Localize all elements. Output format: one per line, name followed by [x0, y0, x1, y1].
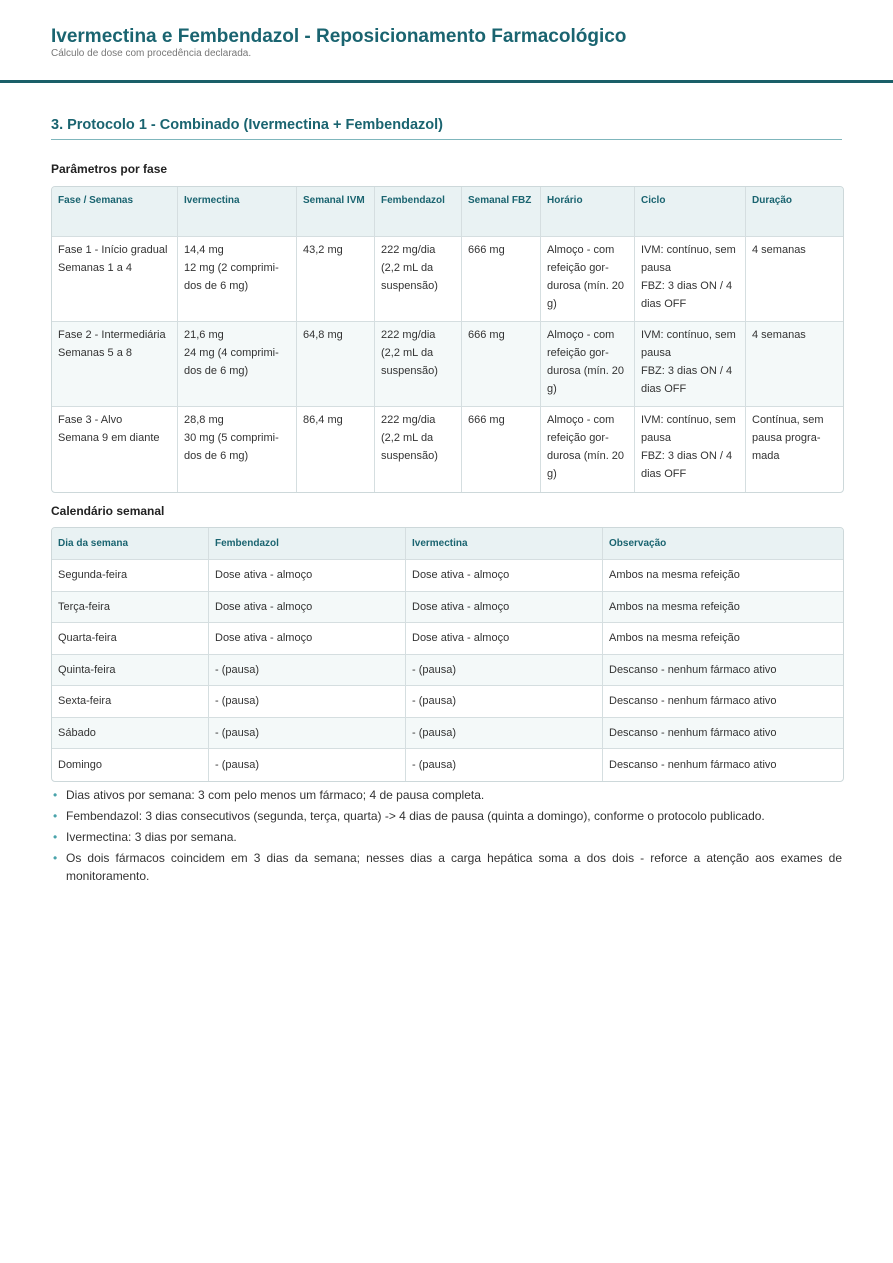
list-item: [51, 807, 842, 825]
cell-ivermectina: - (pausa): [406, 749, 603, 781]
cell-line: Almoço - com: [547, 244, 615, 256]
page-header: [0, 0, 893, 83]
cell-ivermectina: [178, 322, 297, 407]
cell-fembendazol: [375, 322, 462, 407]
cell-semanal-ivm: 86,4 mg: [297, 407, 375, 492]
cell-line: pausa: [641, 347, 671, 359]
table-header-row: [52, 187, 843, 237]
table-row: [52, 592, 843, 624]
page-subtitle: Cálculo de dose com procedência declarada.: [51, 48, 252, 59]
cell-line: (2,2 mL da: [381, 262, 434, 274]
cell-line: pausa: [641, 432, 671, 444]
cell-line: dos de 6 mg): [184, 450, 249, 462]
cell-line: pausa progra-: [752, 432, 821, 444]
cell-fembendazol: - (pausa): [209, 686, 406, 718]
cell-line: (2,2 mL da: [381, 347, 434, 359]
cell-line: 30 mg (5 comprimi-: [184, 432, 279, 444]
cell-line: suspensão): [381, 280, 438, 292]
calendar-heading: Calendário semanal: [51, 504, 165, 518]
cell-line: Fase 1 - Início gradual: [58, 244, 168, 256]
note-text: Fembendazol: 3 dias consecutivos (segunda, terça, quarta) -> 4 dias de pausa (quinta a domingo), conforme o protocolo publicado.: [66, 809, 765, 823]
cell-line: durosa (mín. 20: [547, 365, 625, 377]
cell-ivermectina: [178, 407, 297, 492]
table-row: [52, 718, 843, 750]
cell-day: Quinta-feira: [52, 655, 209, 687]
column-header: Ivermectina: [406, 528, 603, 560]
cell-line: Almoço - com: [547, 329, 615, 341]
cell-ivermectina: - (pausa): [406, 655, 603, 687]
cell-line: dos de 6 mg): [184, 280, 249, 292]
cell-line: Fase 3 - Alvo: [58, 414, 123, 426]
table-row: [52, 560, 843, 592]
cell-ciclo: [635, 237, 746, 322]
table-row: [52, 322, 843, 407]
column-header: Ivermectina: [178, 187, 297, 237]
cell-line: 222 mg/dia: [381, 244, 436, 256]
list-item: [51, 786, 842, 804]
note-text: Dias ativos por semana: 3 com pelo menos um fármaco; 4 de pausa completa.: [66, 788, 485, 802]
cell-line: refeição gor-: [547, 432, 609, 444]
table-header-row: [52, 528, 843, 560]
cell-fembendazol: [375, 407, 462, 492]
cell-semanal-ivm: 64,8 mg: [297, 322, 375, 407]
cell-day: Domingo: [52, 749, 209, 781]
cell-observacao: Descanso - nenhum fármaco ativo: [603, 655, 843, 687]
cell-fembendazol: - (pausa): [209, 718, 406, 750]
cell-line: g): [547, 383, 557, 395]
column-header: Semanal FBZ: [462, 187, 541, 237]
cell-line: Almoço - com: [547, 414, 615, 426]
cell-duracao: [746, 237, 843, 322]
cell-line: Fase 2 - Intermediária: [58, 329, 166, 341]
column-header: Fembendazol: [209, 528, 406, 560]
table-row: [52, 655, 843, 687]
table-row: [52, 686, 843, 718]
cell-duracao: [746, 407, 843, 492]
cell-ciclo: [635, 322, 746, 407]
column-header: Duração: [746, 187, 843, 237]
cell-ciclo: [635, 407, 746, 492]
cell-observacao: Descanso - nenhum fármaco ativo: [609, 758, 777, 771]
cell-day: Sábado: [52, 718, 209, 750]
bullet-icon: •: [53, 809, 58, 823]
cell-line: 24 mg (4 comprimi-: [184, 347, 279, 359]
cell-day: Segunda-feira: [52, 560, 209, 592]
table-row: [52, 749, 843, 781]
cell-line: suspensão): [381, 450, 438, 462]
cell-fembendazol: [375, 237, 462, 322]
cell-line: 4 semanas: [752, 329, 806, 341]
phases-heading: Parâmetros por fase: [51, 162, 168, 176]
cell-observacao: Descanso - nenhum fármaco ativo: [603, 718, 843, 750]
cell-day: Terça-feira: [52, 592, 209, 624]
cell-semanal-fbz: 666 mg: [462, 322, 541, 407]
cell-line: g): [547, 468, 557, 480]
list-item: [51, 849, 842, 885]
note-text: Ivermectina: 3 dias por semana.: [66, 830, 237, 844]
cell-horario: [541, 407, 635, 492]
cell-line: FBZ: 3 dias ON / 4: [641, 450, 733, 462]
cell-horario: [541, 322, 635, 407]
cell-semanal-fbz: 666 mg: [462, 237, 541, 322]
cell-line: 12 mg (2 comprimi-: [184, 262, 279, 274]
cell-line: pausa: [641, 262, 671, 274]
section-title: 3. Protocolo 1 - Combinado (Ivermectina + Fembendazol): [51, 117, 842, 140]
column-header: Dia da semana: [52, 528, 209, 560]
cell-observacao: Ambos na mesma refeição: [603, 560, 843, 592]
cell-observacao: Ambos na mesma refeição: [603, 592, 843, 624]
cell-fembendazol: - (pausa): [209, 655, 406, 687]
cell-day: Quarta-feira: [52, 623, 209, 655]
column-header: Horário: [541, 187, 635, 237]
bullet-icon: •: [53, 788, 58, 802]
cell-line: 14,4 mg: [184, 244, 224, 256]
cell-fembendazol: Dose ativa - almoço: [209, 560, 406, 592]
cell-line: durosa (mín. 20: [547, 450, 625, 462]
cell-observacao: Descanso - nenhum fármaco ativo: [603, 686, 843, 718]
table-row: [52, 237, 843, 322]
cell-line: IVM: contínuo, sem: [641, 329, 736, 341]
cell-fembendazol: Dose ativa - almoço: [209, 623, 406, 655]
cell-line: IVM: contínuo, sem: [641, 414, 736, 426]
table-row: [52, 407, 843, 492]
cell-line: refeição gor-: [547, 262, 609, 274]
cell-line: Semana 9 em diante: [58, 432, 160, 444]
note-text: Os dois fármacos coincidem em 3 dias da semana; nesses dias a carga hepática soma a dos dois - reforce a atenção aos exames de monitoramento.: [66, 851, 842, 883]
page-title: Ivermectina e Fembendazol - Reposicionamento Farmacológico: [51, 26, 627, 47]
cell-line: 222 mg/dia: [381, 329, 436, 341]
cell-line: dias OFF: [641, 468, 687, 480]
cell-line: 4 semanas: [752, 244, 806, 256]
cell-ivermectina: Dose ativa - almoço: [406, 623, 603, 655]
cell-line: durosa (mín. 20: [547, 280, 625, 292]
cell-fembendazol: - (pausa): [209, 749, 406, 781]
column-header: Semanal IVM: [297, 187, 375, 237]
cell-line: FBZ: 3 dias ON / 4: [641, 365, 733, 377]
cell-line: 222 mg/dia: [381, 414, 436, 426]
cell-line: refeição gor-: [547, 347, 609, 359]
cell-ivermectina: - (pausa): [406, 718, 603, 750]
weekly-calendar-table: [51, 527, 844, 782]
column-header: Fembendazol: [375, 187, 462, 237]
cell-line: FBZ: 3 dias ON / 4: [641, 280, 733, 292]
cell-line: 21,6 mg: [184, 329, 224, 341]
phase-parameters-table: [51, 186, 844, 493]
bullet-icon: •: [53, 851, 58, 865]
cell-duracao: [746, 322, 843, 407]
cell-phase: [52, 407, 178, 492]
notes-list: [51, 786, 842, 888]
cell-ivermectina: [178, 237, 297, 322]
cell-observacao: Ambos na mesma refeição: [603, 623, 843, 655]
cell-line: mada: [752, 450, 780, 462]
cell-fembendazol: Dose ativa - almoço: [209, 592, 406, 624]
cell-line: Semanas 1 a 4: [58, 262, 132, 274]
cell-line: dias OFF: [641, 383, 687, 395]
cell-line: g): [547, 298, 557, 310]
cell-semanal-fbz: 666 mg: [462, 407, 541, 492]
cell-phase: [52, 322, 178, 407]
cell-line: Contínua, sem: [752, 414, 824, 426]
column-header: Fase / Semanas: [52, 187, 178, 237]
cell-line: 28,8 mg: [184, 414, 224, 426]
cell-line: (2,2 mL da: [381, 432, 434, 444]
cell-phase: [52, 237, 178, 322]
column-header: Observação: [603, 528, 843, 560]
cell-semanal-ivm: 43,2 mg: [297, 237, 375, 322]
cell-line: dos de 6 mg): [184, 365, 249, 377]
cell-ivermectina: Dose ativa - almoço: [406, 592, 603, 624]
bullet-icon: •: [53, 830, 58, 844]
cell-day: Sexta-feira: [52, 686, 209, 718]
cell-line: Semanas 5 a 8: [58, 347, 132, 359]
cell-ivermectina: Dose ativa - almoço: [406, 560, 603, 592]
table-row: [52, 623, 843, 655]
list-item: [51, 828, 842, 846]
cell-line: suspensão): [381, 365, 438, 377]
cell-horario: [541, 237, 635, 322]
cell-line: IVM: contínuo, sem: [641, 244, 736, 256]
cell-ivermectina: - (pausa): [406, 686, 603, 718]
column-header: Ciclo: [635, 187, 746, 237]
cell-line: dias OFF: [641, 298, 687, 310]
